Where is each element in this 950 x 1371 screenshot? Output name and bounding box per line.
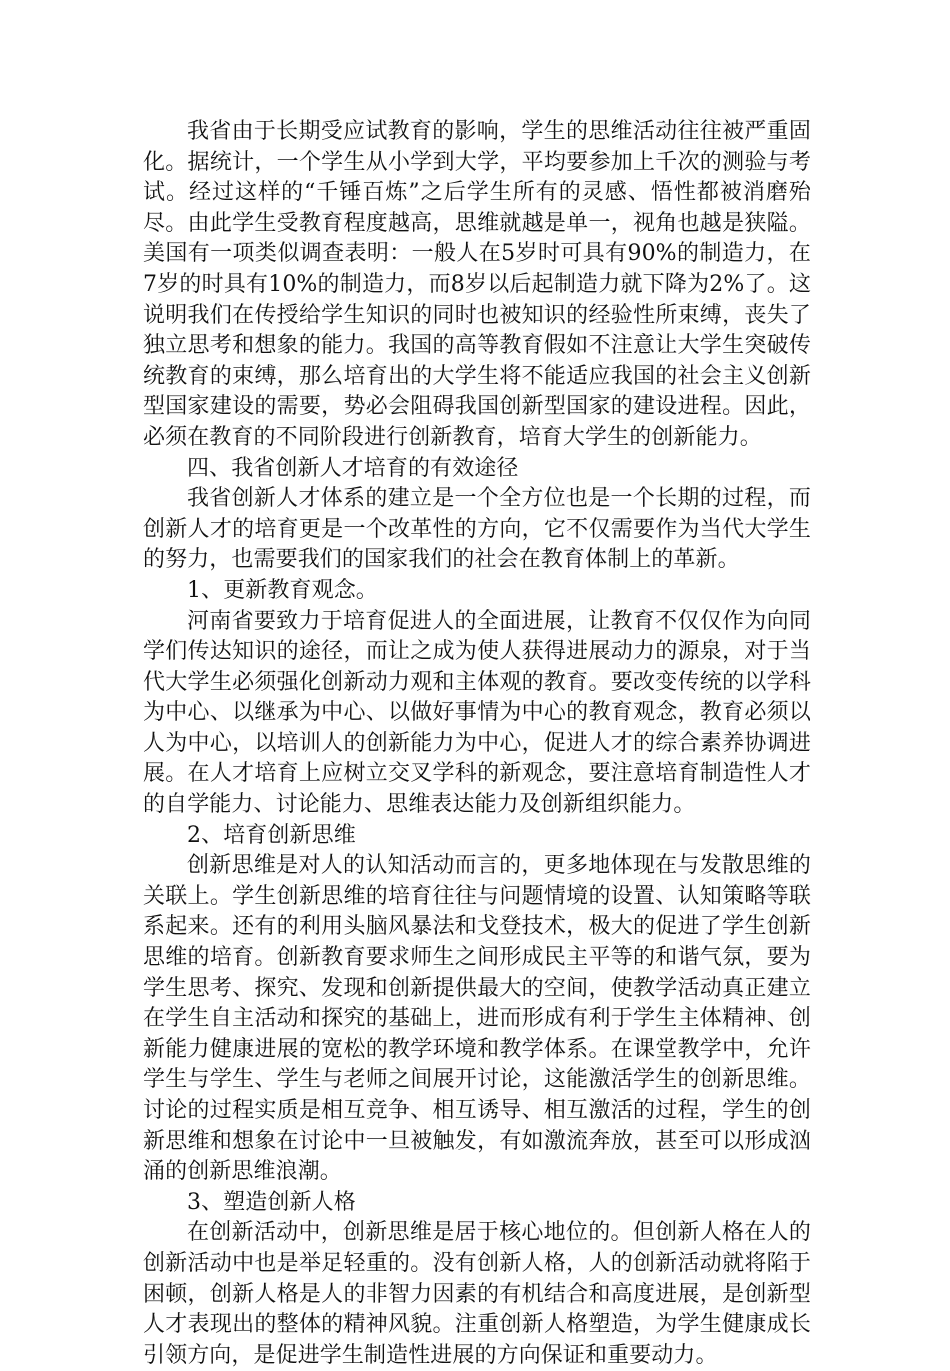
subheading-1: 1、更新教育观念。 <box>187 577 378 603</box>
subheading-3: 3、塑造创新人格 <box>187 1189 356 1215</box>
paragraph-section-4: 我省创新人才体系的建立是一个全方位也是一个长期的过程，而创新人才的培育更是一个改革性的方向，它不仅需要作为当代大学生的努力，也需要我们的国家我们的社会在教育体制上的革新。 <box>143 486 811 573</box>
document-page <box>143 117 811 1371</box>
paragraph-subsection-2: 创新思维是对人的认知活动而言的，更多地体现在与发散思维的关联上。学生创新思维的培育往往与问题情境的设置、认知策略等联系起来。还有的利用头脑风暴法和戈登技术，极大的促进了学生创新思维的培育。创新教育要求师生之间形成民主平等的和谐气氛，要为学生思考、探究、发现和创新提供最大的空间，使教学活动真正建立在学生自主活动和探究的基础上，进而形成有利于学生主体精神、创新能力健康进展的宽松的教学环境和教学体系。在课堂教学中，允许学生与学生、学生与老师之间展开讨论，这能激活学生的创新思维。讨论的过程实质是相互竞争、相互诱导、相互激活的过程，学生的创新思维和想象在讨论中一旦被触发，有如激流奔放，甚至可以形成汹涌的创新思维浪潮。 <box>143 853 811 1185</box>
subheading-2: 2、培育创新思维 <box>187 822 356 848</box>
paragraph-intro: 我省由于长期受应试教育的影响，学生的思维活动往往被严重固化。据统计，一个学生从小学到大学，平均要参加上千次的测验与考试。经过这样的“千锤百炼”之后学生所有的灵感、悟性都被消磨殆尽。由此学生受教育程度越高，思维就越是单一，视角也越是狭隘。美国有一项类似调查表明：一般人在5岁时可具有90%的制造力，在7岁的时具有10%的制造力，而8岁以后起制造力就下降为2%了。这说明我们在传授给学生知识的同时也被知识的经验性所束缚，丧失了独立思考和想象的能力。我国的高等教育假如不注意让大学生突破传统教育的束缚，那么培育出的大学生将不能适应我国的社会主义创新型国家建设的需要，势必会阻碍我国创新型国家的建设进程。因此，必须在教育的不同阶段进行创新教育，培育大学生的创新能力。 <box>143 119 811 450</box>
paragraph-subsection-3: 在创新活动中，创新思维是居于核心地位的。但创新人格在人的创新活动中也是举足轻重的。没有创新人格，人的创新活动就将陷于困顿，创新人格是人的非智力因素的有机结合和高度进展，是创新型人才表现出的整体的精神风貌。注重创新人格塑造，为学生健康成长引领方向，是促进学生制造性进展的方向保证和重要动力。 <box>143 1220 811 1368</box>
section-heading-4: 四、我省创新人才培育的有效途径 <box>187 455 519 481</box>
paragraph-subsection-1: 河南省要致力于培育促进人的全面进展，让教育不仅仅作为向同学们传达知识的途径，而让之成为使人获得进展动力的源泉，对于当代大学生必须强化创新动力观和主体观的教育。要改变传统的以学科为中心、以继承为中心、以做好事情为中心的教育观念，教育必须以人为中心，以培训人的创新能力为中心，促进人才的综合素养协调进展。在人才培育上应树立交叉学科的新观念，要注意培育制造性人才的自学能力、讨论能力、思维表达能力及创新组织能力。 <box>143 608 811 818</box>
